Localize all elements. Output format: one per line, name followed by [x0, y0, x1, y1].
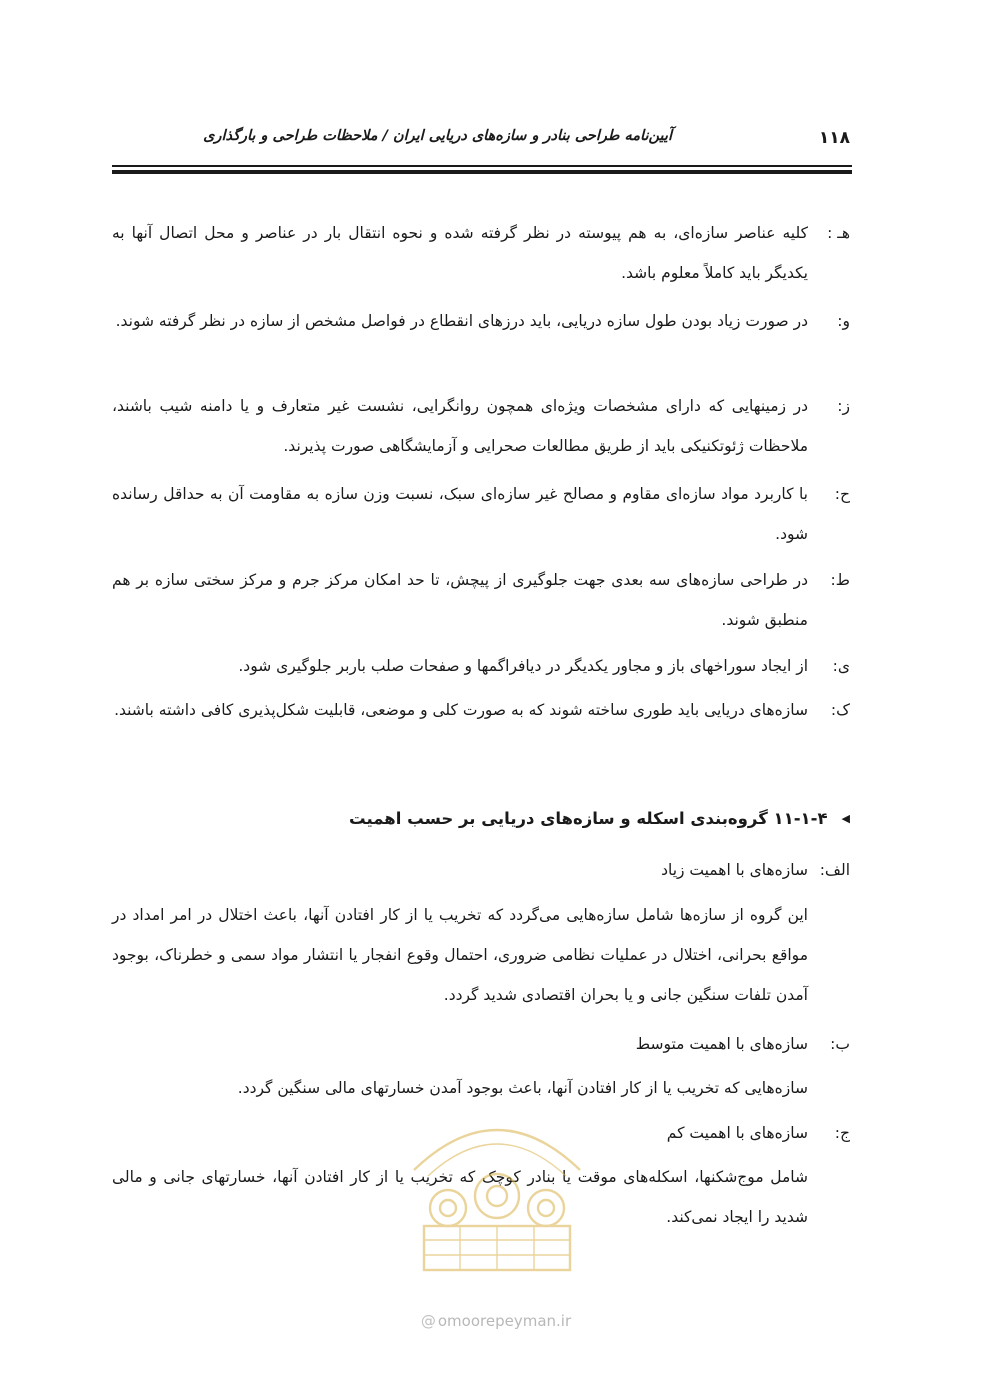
- triangle-bullet-icon: ◀: [841, 812, 850, 825]
- list-item-marker: ط:: [830, 571, 850, 589]
- category-label-text: سازه‌های با اهمیت متوسط: [635, 1035, 808, 1053]
- list-item-marker: ح:: [834, 485, 850, 503]
- list-item: [112, 213, 850, 293]
- list-item: [112, 560, 850, 640]
- list-item-text: در زمینهایی که دارای مشخصات ویژه‌ای همچون روانگرایی، نشست غیر متعارف و یا دامنه شیب باشند، ملاحظات ژئوتکنیکی باید از طریق مطالعات صحرایی و آزمایشگاهی صورت پذیرند.: [112, 397, 808, 455]
- page-number: ۱۱۸: [818, 128, 850, 148]
- section-heading-text: ۱۱-۱-۴ گروه‌بندی اسکله و سازه‌های دریایی بر حسب اهمیت: [349, 809, 828, 828]
- watermark-seal-logo: [384, 1090, 610, 1276]
- list-item-marker: ک:: [830, 701, 850, 719]
- section-heading: [112, 799, 850, 839]
- list-item-text: در طراحی سازه‌های سه بعدی جهت جلوگیری از پیچش، تا حد امکان مرکز جرم و مرکز سختی سازه بر هم منطبق شوند.: [112, 571, 808, 629]
- header-rule-thick: [112, 170, 852, 174]
- category-description: شامل موج‌شکنها، اسکله‌های موقت یا بنادر کوچک که تخریب یا از کار افتادن آنها، خسارتهای جانی و مالی شدید را ایجاد نمی‌کند.: [112, 1168, 808, 1226]
- list-item-marker: هـ :: [827, 224, 850, 242]
- list-item-marker: و:: [837, 312, 850, 330]
- category-marker: ب:: [830, 1035, 850, 1053]
- list-item-text: با کاربرد مواد سازه‌ای مقاوم و مصالح غیر سازه‌ای سبک، نسبت وزن سازه به مقاومت آن به حداقل رسانده شود.: [112, 485, 808, 543]
- watermark-url: @ omoorepeyman.ir: [420, 1312, 572, 1330]
- list-item-marker: ز:: [837, 397, 850, 415]
- category-description: این گروه از سازه‌ها شامل سازه‌هایی می‌گردد که تخریب یا از کار افتادن آنها، باعث اختلال در امر امداد در مواقع بحرانی، اختلال در عملیات نظامی ضروری، احتمال وقوع انفجار یا انتشار مواد سمی و خطرناک، بوجود آمدن تلفات سنگین جانی و یا بحران اقتصادی شدید گردد.: [112, 906, 808, 1004]
- category-marker: الف:: [819, 861, 850, 879]
- header-rule-thin: [112, 165, 852, 167]
- category-description: سازه‌هایی که تخریب یا از کار افتادن آنها، باعث بوجود آمدن خسارتهای مالی سنگین گردد.: [237, 1079, 808, 1097]
- list-item-text: در صورت زیاد بودن طول سازه دریایی، باید درزهای انقطاع در فواصل مشخص از سازه در نظر گرفته شوند.: [115, 312, 808, 330]
- at-sign-icon: @: [420, 1312, 436, 1330]
- category-label-medium: [112, 1024, 850, 1064]
- category-label-text: سازه‌های با اهمیت کم: [666, 1124, 808, 1142]
- list-item: [112, 301, 850, 341]
- list-item: [112, 474, 850, 554]
- list-item: [112, 386, 850, 466]
- category-label-high: [112, 850, 850, 890]
- list-item-marker: ی:: [832, 657, 850, 675]
- running-header-title: آیین‌نامه طراحی بنادر و سازه‌های دریایی ایران / ملاحظات طراحی و بارگذاری: [203, 128, 672, 144]
- list-item-text: سازه‌های دریایی باید طوری ساخته شوند که به صورت کلی و موضعی، قابلیت شکل‌پذیری کافی داشته باشند.: [114, 701, 808, 719]
- list-item: [112, 646, 850, 686]
- list-item-text: کلیه عناصر سازه‌ای، به هم پیوسته در نظر گرفته شده و نحوه انتقال بار در عناصر و محل اتصال آنها به یکدیگر باید کاملاً معلوم باشد.: [112, 224, 808, 282]
- category-label-text: سازه‌های با اهمیت زیاد: [661, 861, 808, 879]
- list-item: [112, 690, 850, 730]
- list-item-text: از ایجاد سوراخهای باز و مجاور یکدیگر در دیافراگمها و صفحات صلب باربر جلوگیری شود.: [238, 657, 808, 675]
- category-marker: ج:: [834, 1124, 850, 1142]
